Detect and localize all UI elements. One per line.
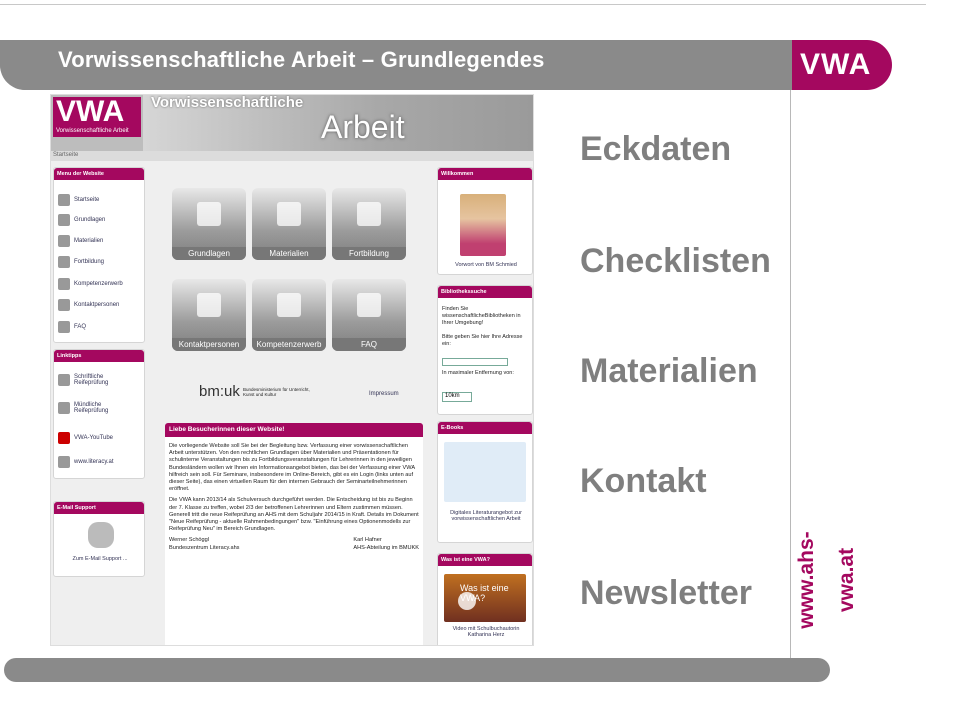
breadcrumb	[51, 151, 534, 161]
link-label: Schriftliche Reifeprüfung	[74, 374, 109, 386]
email-support-link[interactable]: Zum E-Mail Support ...	[72, 556, 128, 562]
linktipps-title: Linktipps	[54, 350, 144, 362]
ebooks-link[interactable]: Digitales Literaturangebot zur vorwissenschaftlichen Arbeit	[450, 510, 522, 522]
menu-item-grundlagen[interactable]	[58, 214, 105, 226]
welcome-title: Willkommen	[438, 168, 532, 180]
article-heading: Liebe Besucherinnen dieser Website!	[165, 423, 423, 437]
library-panel	[437, 285, 533, 415]
calculator-image	[444, 442, 526, 502]
header-title-1: Vorwissenschaftliche	[151, 94, 304, 111]
linktipps-panel	[53, 349, 145, 479]
ebooks-panel	[437, 421, 533, 543]
tile-grundlagen[interactable]	[172, 188, 246, 260]
logo-subtitle: Vorwissenschaftliche Arbeit	[56, 128, 129, 134]
youtube-icon	[58, 432, 70, 444]
tile-label: Materialien	[252, 247, 326, 260]
library-text-2: Bitte geben Sie hier Ihre Adresse ein:	[442, 334, 523, 347]
speech-icon	[58, 402, 70, 414]
link-literacy[interactable]	[58, 456, 114, 468]
portrait-photo	[460, 194, 506, 256]
menu-panel	[53, 167, 145, 343]
welcome-panel	[437, 167, 533, 275]
bar-chart-icon	[357, 202, 381, 226]
signer-org: AHS-Abteilung im BMUKK	[353, 544, 419, 551]
menu-item-faq[interactable]	[58, 321, 86, 333]
menu-label: Fortbildung	[74, 259, 105, 265]
email-panel	[53, 501, 145, 577]
menu-item-kontaktpersonen[interactable]	[58, 299, 119, 311]
nav-item-eckdaten[interactable]: Eckdaten	[580, 130, 732, 168]
tile-kontaktpersonen[interactable]	[172, 279, 246, 351]
vwa-badge: VWA	[792, 40, 892, 90]
welcome-article	[165, 423, 423, 645]
people-icon	[58, 299, 70, 311]
logo-text: VWA	[56, 95, 125, 128]
address-input[interactable]	[442, 358, 508, 366]
video-overlay: Was ist eine VWA?	[460, 583, 509, 603]
link-youtube[interactable]	[58, 432, 113, 444]
blocks-icon	[197, 202, 221, 226]
header-title-2: Arbeit	[321, 109, 405, 145]
graduation-cap-icon	[277, 293, 301, 317]
breadcrumb-item[interactable]: Startseite	[53, 152, 79, 158]
menu-label: Grundlagen	[74, 217, 106, 223]
info-icon	[357, 293, 381, 317]
link-label: www.literacy.at	[74, 459, 114, 465]
info-icon	[58, 321, 70, 333]
menu-item-fortbildung[interactable]	[58, 256, 104, 268]
chart-icon	[58, 256, 70, 268]
vertical-url[interactable]: www.ahs-vwa.at	[795, 531, 858, 629]
cart-icon	[58, 235, 70, 247]
menu-label: FAQ	[74, 324, 87, 330]
article-body	[165, 437, 423, 645]
tile-label: Kontaktpersonen	[172, 338, 246, 351]
menu-title: Menu der Website	[54, 168, 144, 180]
video-title: Was ist eine VWA?	[438, 554, 532, 566]
menu-label: Startseite	[74, 197, 100, 203]
bottom-bar	[4, 658, 830, 682]
literacy-icon	[58, 456, 70, 468]
ministry-subtitle: Bundesministerium für Unterricht, Kunst und Kultur	[243, 387, 310, 397]
menu-label: Materialien	[74, 238, 104, 244]
article-paragraph-2: Die VWA kann 2013/14 als Schulversuch durchgeführt werden. Die Entscheidung ist bis zu Beginn der 7. Klasse zu treffen, wobei 2/3 der betroffenen Lehrerinnen und Eltern zustimmen müssen. Generell tritt die neue Reifeprüfung an AHS mit dem Schuljahr 2014/15 in Kraft. Details im Dokument "Neue Reifeprüfung - aktuelle Rahmenbedingungen" bzw. "Einführung eines Optionenmodells zur Reifeprüfung Neu" im Bereich Grundlagen.	[169, 497, 419, 533]
article-paragraph-1: Die vorliegende Website soll Sie bei der Begleitung bzw. Verfassung einer vorwissenschaftlichen Arbeit unterstützen. Von den rechtlichen Grundlagen über Materialien und Präsentationen für schulinterne Veranstaltungen bis zu Fortbildungsveranstaltungen für Lehrerinnen in den jeweiligen Bundesländern wollen wir Ihnen ein Informationsangebot bieten, das bei der Verfassung einer VWA hilfreich sein soll. Für Seminare, insbesondere im Online-Bereich, gibt es ein Login (links unten auf dieser Seite), das einen virtuellen Raum für den internen Gebrauch der Seminarteilnehmerinnen eröffnet.	[169, 443, 415, 493]
link-schriftliche[interactable]	[58, 374, 124, 386]
tile-label: FAQ	[332, 338, 406, 351]
distance-select[interactable]: 10km	[442, 392, 472, 402]
library-text-1: Finden Sie wissenschaftlicheBibliotheken in Ihrer Umgebung!	[442, 306, 521, 326]
pen-icon	[58, 374, 70, 386]
chat-icon	[88, 522, 114, 548]
blocks-icon	[58, 214, 70, 226]
nav-item-materialien[interactable]: Materialien	[580, 352, 758, 390]
top-rule	[0, 4, 926, 5]
tile-faq[interactable]	[332, 279, 406, 351]
tile-label: Fortbildung	[332, 247, 406, 260]
tile-fortbildung[interactable]	[332, 188, 406, 260]
tile-kompetenzerwerb[interactable]	[252, 279, 326, 351]
menu-item-materialien[interactable]	[58, 235, 103, 247]
library-title: Bibliothekssuche	[438, 286, 532, 298]
email-title: E-Mail Support	[54, 502, 144, 514]
menu-label: Kontaktpersonen	[74, 302, 120, 308]
nav-item-checklisten[interactable]: Checklisten	[580, 242, 771, 280]
tile-label: Grundlagen	[172, 247, 246, 260]
website-header	[51, 95, 534, 151]
signer-org: Bundeszentrum Literacy.ahs	[169, 544, 240, 551]
signer-name: Werner Schöggl	[169, 537, 210, 544]
menu-item-startseite[interactable]	[58, 194, 99, 206]
link-label: Mündliche Reifeprüfung	[74, 402, 109, 414]
link-label: VWA-YouTube	[74, 435, 114, 441]
nav-item-kontakt[interactable]: Kontakt	[580, 462, 707, 500]
slide-title: Vorwissenschaftliche Arbeit – Grundlegendes	[58, 47, 545, 72]
vorwort-link[interactable]: Vorwort von BM Schmied	[455, 262, 517, 268]
website-logo[interactable]	[53, 97, 141, 137]
graduation-cap-icon	[58, 278, 70, 290]
nav-item-newsletter[interactable]: Newsletter	[580, 574, 752, 612]
signer-name: Karl Hafner	[353, 537, 382, 544]
cart-icon	[277, 202, 301, 226]
signature-row	[169, 537, 419, 551]
video-link[interactable]: Video mit Schulbuchautorin Katharina Herz	[452, 626, 520, 638]
people-icon	[197, 293, 221, 317]
library-text-3: In maximaler Entfernung von:	[442, 370, 514, 376]
tile-label: Kompetenzerwerb	[252, 338, 326, 351]
menu-label: Kompetenzerwerb	[74, 281, 123, 287]
impressum-link[interactable]: Impressum	[369, 391, 399, 397]
ministry-logo	[199, 383, 240, 400]
tile-materialien[interactable]	[252, 188, 326, 260]
video-panel	[437, 553, 533, 646]
menu-item-kompetenzerwerb[interactable]	[58, 278, 123, 290]
ministry-name: bm:uk	[199, 383, 240, 400]
home-icon	[58, 194, 70, 206]
ebooks-title: E-Books	[438, 422, 532, 434]
website-screenshot	[50, 94, 534, 646]
link-muendliche[interactable]	[58, 402, 124, 414]
